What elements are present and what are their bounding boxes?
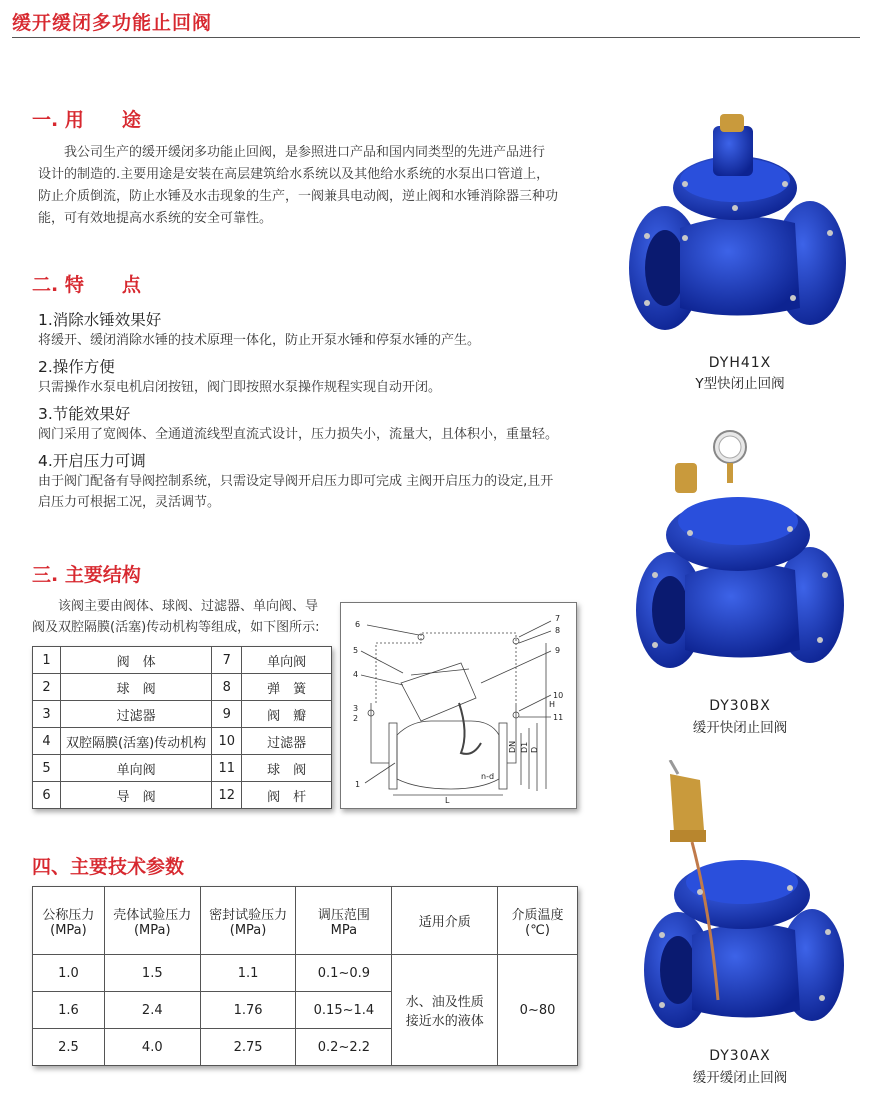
- part-num: 6: [33, 782, 61, 809]
- col-header-line: (℃): [525, 922, 550, 938]
- leader-8: [519, 631, 551, 643]
- table-header-row: [33, 887, 578, 955]
- feature-desc: 只需操作水泵电机启闭按钮，阀门即按照水泵操作规程实现自动开闭。: [38, 380, 442, 395]
- part-num: 1: [33, 647, 61, 674]
- part-num: 12: [212, 782, 242, 809]
- medium-line: 接近水的液体: [405, 1014, 484, 1029]
- cell-shell-test: 2.4: [104, 992, 200, 1029]
- features-list: [38, 308, 598, 513]
- col-header: [296, 887, 392, 955]
- cover-outline: [401, 663, 476, 721]
- structure-intro: [32, 596, 342, 638]
- part-name: 过滤器: [60, 701, 211, 728]
- diagram-label: D1: [520, 741, 529, 753]
- usage-line: 我公司生产的缓开缓闭多功能止回阀，是参照进口产品和国内同类型的先进产品进行: [64, 145, 546, 160]
- diagram-label: 4: [353, 670, 359, 679]
- col-header-line: (MPa): [133, 922, 171, 938]
- diagram-label: 9: [555, 646, 561, 655]
- valve-photo-dy30bx: [630, 425, 850, 680]
- cell-shell-test: 4.0: [104, 1029, 200, 1066]
- part-name: 过滤器: [242, 728, 332, 755]
- cell-nominal-pressure: 1.6: [33, 992, 105, 1029]
- col-header-line: 调压范围: [317, 907, 370, 923]
- valve-photo-dy30ax: [630, 760, 850, 1045]
- medium-line: 水、油及性质: [405, 995, 484, 1010]
- leader-4: [361, 675, 403, 685]
- diagram-label: 6: [355, 620, 361, 629]
- table-row: [33, 955, 578, 992]
- part-name: 球 阀: [60, 674, 211, 701]
- diagram-label: 7: [555, 614, 561, 623]
- right-flange: [499, 723, 507, 789]
- col-header: [392, 887, 498, 955]
- product-model: DY30AX: [709, 1048, 771, 1064]
- part-num: 3: [33, 701, 61, 728]
- disc-outline: [459, 703, 481, 754]
- table-row: [33, 674, 332, 701]
- part-name: 弹 簧: [242, 674, 332, 701]
- leader-1: [365, 763, 395, 783]
- part-name: 单向阀: [242, 647, 332, 674]
- cell-nominal-pressure: 1.0: [33, 955, 105, 992]
- page-title: 缓开缓闭多功能止回阀: [12, 12, 213, 34]
- part-num: 5: [33, 755, 61, 782]
- col-header: [200, 887, 296, 955]
- product-name: 缓开缓闭止回阀: [692, 1070, 788, 1086]
- table-row: [33, 782, 332, 809]
- col-header: [498, 887, 578, 955]
- leader-6: [367, 625, 419, 635]
- leader-5: [361, 651, 403, 673]
- feature-desc: 由于阀门配备有导阀控制系统，只需设定导阀开启压力即可完成 主阀开启压力的设定,且开: [38, 474, 554, 489]
- cell-range: 0.2~2.2: [296, 1029, 392, 1066]
- structure-diagram-svg: [341, 603, 576, 808]
- feature-title: 3.节能效果好: [38, 405, 131, 423]
- cell-nominal-pressure: 2.5: [33, 1029, 105, 1066]
- table-row: [33, 701, 332, 728]
- col-header-line: 公称压力: [42, 907, 95, 923]
- part-name: 球 阀: [242, 755, 332, 782]
- cell-temperature: 0~80: [498, 955, 578, 1066]
- part-num: 10: [212, 728, 242, 755]
- diagram-label: 2: [353, 714, 359, 723]
- section-usage-heading: 一. 用 途: [32, 109, 141, 131]
- part-num: 2: [33, 674, 61, 701]
- diagram-label: L: [445, 796, 450, 805]
- cell-seal-test: 1.76: [200, 992, 296, 1029]
- usage-line: 防止介质倒流，防止水锤及水击现象的生产，一阀兼具电动阀，逆止阀和水锤消除器三种功: [38, 189, 559, 204]
- col-header: [104, 887, 200, 955]
- part-num: 8: [212, 674, 242, 701]
- table-row: [33, 647, 332, 674]
- diagram-label: 11: [553, 713, 564, 722]
- usage-line: 设计的制造的.主要用途是安装在高层建筑给水系统以及其他给水系统的水泵出口管道上，: [38, 167, 550, 182]
- part-name: 阀 体: [60, 647, 211, 674]
- part-num: 4: [33, 728, 61, 755]
- diagram-label: H: [549, 700, 556, 709]
- left-flange: [389, 723, 397, 789]
- diagram-label: 1: [355, 780, 361, 789]
- diagram-label: 10: [553, 691, 564, 700]
- part-name: 阀 瓣: [242, 701, 332, 728]
- leader-7: [519, 621, 551, 637]
- col-header-line: (MPa): [50, 922, 87, 938]
- part-num: 7: [212, 647, 242, 674]
- section-params-heading: 四、主要技术参数: [32, 856, 185, 878]
- section-structure-heading: 三. 主要结构: [32, 564, 141, 586]
- diagram-label: DN: [508, 740, 517, 753]
- col-header: [33, 887, 105, 955]
- feature-desc: 启压力可根据工况，灵活调节。: [38, 495, 221, 510]
- table-row: [33, 728, 332, 755]
- feature-title: 1.消除水锤效果好: [38, 311, 162, 329]
- feature-title: 2.操作方便: [38, 358, 115, 376]
- product-model: DYH41X: [708, 355, 772, 371]
- valve-photo-dyh41x: [625, 108, 850, 343]
- diagram-label: n-d: [481, 772, 495, 781]
- structure-diagram: [340, 602, 577, 809]
- part-name: 单向阀: [60, 755, 211, 782]
- title-divider: [12, 37, 860, 38]
- part-name: 双腔隔膜(活塞)传动机构: [60, 728, 211, 755]
- cell-seal-test: 2.75: [200, 1029, 296, 1066]
- cell-seal-test: 1.1: [200, 955, 296, 992]
- feature-desc: 阀门采用了宽阀体、全通道流线型直流式设计，压力损失小，流量大，且体积小，重量轻。: [38, 427, 559, 442]
- col-header-line: MPa: [330, 922, 358, 938]
- usage-paragraph: [38, 142, 618, 230]
- product-name: 缓开快闭止回阀: [692, 720, 788, 736]
- part-name: 导 阀: [60, 782, 211, 809]
- product-name: Y型快闭止回阀: [695, 376, 785, 392]
- diagram-label: 3: [353, 704, 359, 713]
- col-header-line: 密封试验压力: [209, 907, 288, 923]
- cell-medium: [392, 955, 498, 1066]
- product-model: DY30BX: [709, 698, 771, 714]
- parts-table: [32, 646, 332, 809]
- feature-desc: 将缓开、缓闭消除水锤的技术原理一体化，防止开泵水锤和停泵水锤的产生。: [38, 333, 481, 348]
- col-header-line: (MPa): [229, 922, 267, 938]
- diagram-label: 5: [353, 646, 359, 655]
- part-name: 阀 杆: [242, 782, 332, 809]
- cell-shell-test: 1.5: [104, 955, 200, 992]
- diagram-label: 8: [555, 626, 561, 635]
- cell-range: 0.15~1.4: [296, 992, 392, 1029]
- params-table: [32, 886, 578, 1066]
- usage-line: 能，可有效地提高水系统的安全可靠性。: [38, 211, 273, 226]
- col-header-line: 壳体试验压力: [113, 907, 192, 923]
- structure-intro-line: 该阀主要由阀体、球阀、过滤器、单向阀、导: [58, 599, 319, 614]
- feature-title: 4.开启压力可调: [38, 452, 146, 470]
- section-features-heading: 二. 特 点: [32, 274, 141, 296]
- part-num: 11: [212, 755, 242, 782]
- col-header-line: 介质温度: [511, 907, 564, 923]
- col-header-line: 适用介质: [418, 915, 471, 930]
- table-row: [33, 755, 332, 782]
- part-num: 9: [212, 701, 242, 728]
- cell-range: 0.1~0.9: [296, 955, 392, 992]
- structure-intro-line: 阀及双腔隔膜(活塞)传动机构等组成，如下图所示:: [32, 620, 320, 635]
- diagram-label: D: [530, 746, 539, 753]
